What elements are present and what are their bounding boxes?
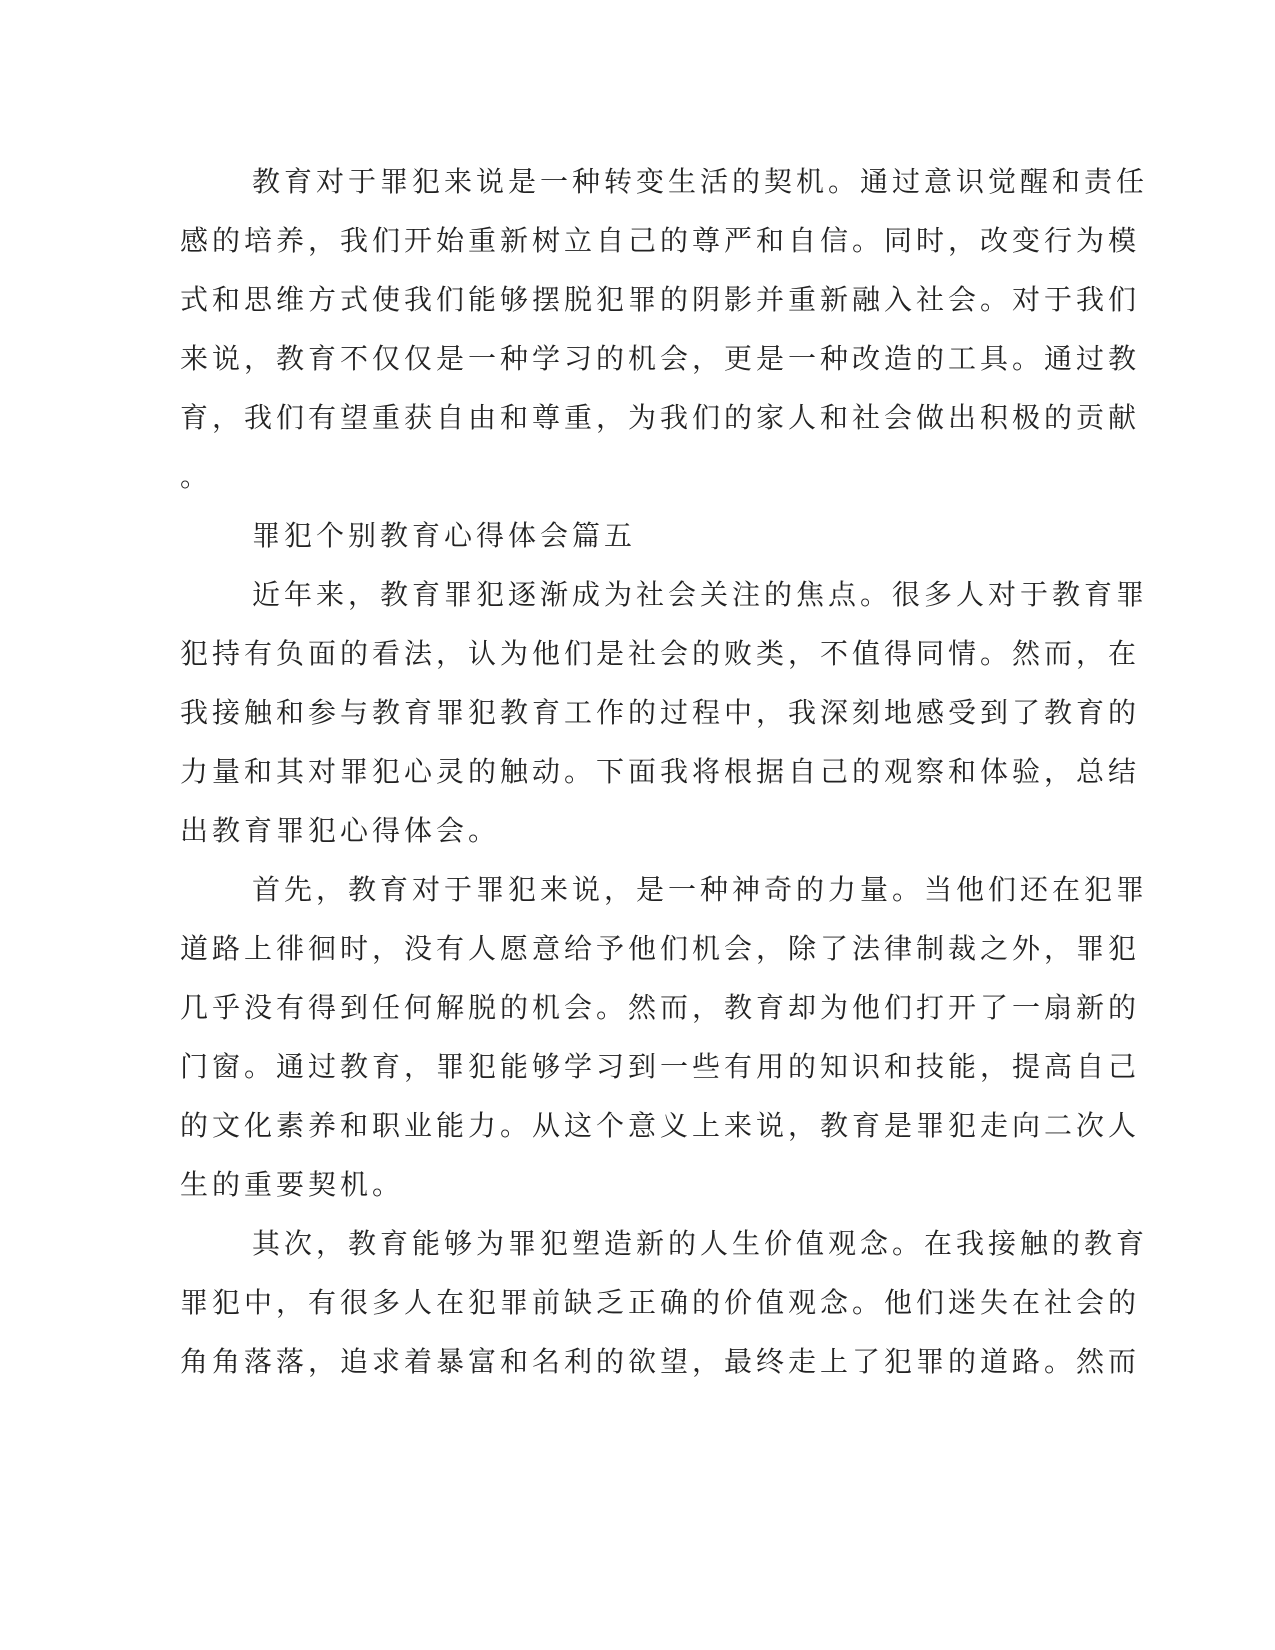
text-line: 门窗。通过教育，罪犯能够学习到一些有用的知识和技能，提高自己 [180,1050,1141,1083]
text-line: 罪犯中，有很多人在犯罪前缺乏正确的价值观念。他们迷失在社会的 [180,1286,1141,1319]
text-line: 的文化素养和职业能力。从这个意义上来说，教育是罪犯走向二次人 [180,1109,1141,1142]
text-line: 近年来，教育罪犯逐渐成为社会关注的焦点。很多人对于教育罪 [252,578,1149,611]
text-line: 。 [180,460,213,493]
text-line: 式和思维方式使我们能够摆脱犯罪的阴影并重新融入社会。对于我们 [180,283,1141,316]
text-line: 生的重要契机。 [180,1168,405,1201]
text-line: 首先，教育对于罪犯来说，是一种神奇的力量。当他们还在犯罪 [252,873,1149,906]
text-line: 感的培养，我们开始重新树立自己的尊严和自信。同时，改变行为模 [180,224,1141,257]
text-line: 力量和其对罪犯心灵的触动。下面我将根据自己的观察和体验，总结 [180,755,1141,788]
section-heading: 罪犯个别教育心得体会篇五 [252,519,637,552]
body-text [180,152,1149,1391]
text-line: 道路上徘徊时，没有人愿意给予他们机会，除了法律制裁之外，罪犯 [180,932,1141,965]
text-line: 犯持有负面的看法，认为他们是社会的败类，不值得同情。然而，在 [180,637,1141,670]
text-line: 我接触和参与教育罪犯教育工作的过程中，我深刻地感受到了教育的 [180,696,1141,729]
text-line: 角角落落，追求着暴富和名利的欲望，最终走上了犯罪的道路。然而 [180,1345,1141,1378]
text-line: 育，我们有望重获自由和尊重，为我们的家人和社会做出积极的贡献 [180,401,1141,434]
text-line: 其次，教育能够为罪犯塑造新的人生价值观念。在我接触的教育 [252,1227,1149,1260]
text-line: 来说，教育不仅仅是一种学习的机会，更是一种改造的工具。通过教 [180,342,1141,375]
text-line: 几乎没有得到任何解脱的机会。然而，教育却为他们打开了一扇新的 [180,991,1141,1024]
text-line: 教育对于罪犯来说是一种转变生活的契机。通过意识觉醒和责任 [252,165,1149,198]
text-line: 出教育罪犯心得体会。 [180,814,501,847]
